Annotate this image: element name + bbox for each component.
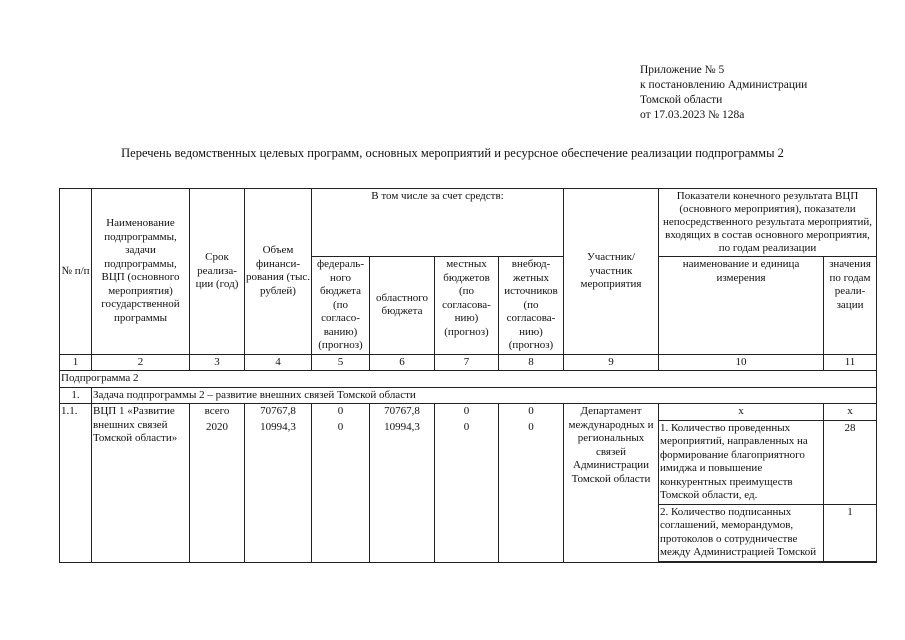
column-number: 11 — [824, 354, 877, 371]
column-number: 1 — [60, 354, 92, 371]
header-participant: Участник/ участник мероприятия — [564, 189, 659, 355]
indicator-value: 1 — [824, 504, 877, 561]
indicator-name: 1. Количество проведенных мероприятий, направленных на формирование благоприятного имиджа и повышение конкурентных преимуществ Томской области, ед. — [659, 420, 824, 504]
federal-cell: 0 — [312, 404, 370, 421]
volume-cell: 70767,8 — [245, 404, 312, 421]
federal-cell: 0 — [312, 420, 370, 562]
column-number: 4 — [245, 354, 312, 371]
column-number: 2 — [92, 354, 190, 371]
appendix-block — [640, 63, 807, 123]
column-number: 9 — [564, 354, 659, 371]
header-term: Срок реализа-ции (год) — [190, 189, 245, 355]
vcp-participant: Департамент международных и региональных связей Администрации Томской области — [564, 404, 659, 563]
header-volume: Объем финанси-рования (тыс. рублей) — [245, 189, 312, 355]
header-indicator-name: наименование и единица измерения — [659, 257, 824, 355]
header-row-1 — [60, 189, 877, 257]
appendix-line: к постановлению Администрации — [640, 79, 808, 91]
header-name: Наименование подпрограммы, задачи подпрограммы, ВЦП (основного мероприятия) государственной программы — [92, 189, 190, 355]
task-title: Задача подпрограммы 2 – развитие внешних связей Томской области — [92, 387, 877, 404]
regional-cell: 70767,8 — [370, 404, 435, 421]
extra-cell: 0 — [499, 404, 564, 421]
column-number: 6 — [370, 354, 435, 371]
header-local: местных бюджетов (по согласова-нию) (прогноз) — [435, 257, 499, 355]
column-number: 8 — [499, 354, 564, 371]
header-extra: внебюд-жетных источников (по согласова-нию) (прогноз) — [499, 257, 564, 355]
extra-cell: 0 — [499, 420, 564, 562]
header-num: № п/п — [60, 189, 92, 355]
column-number: 3 — [190, 354, 245, 371]
header-federal: федераль-ного бюджета (по согласо-ванию) (прогноз) — [312, 257, 370, 355]
appendix-line: Томской области — [640, 94, 723, 106]
term-cell: всего — [190, 404, 245, 421]
term-cell: 2020 — [190, 420, 245, 562]
indicator-value: х — [824, 404, 877, 421]
filler-cell — [659, 561, 824, 562]
header-indicators: Показатели конечного результата ВЦП (основного мероприятия), показатели непосредственного результата мероприятий, входящих в состав основного мероприятия, по годам реализации — [659, 189, 877, 257]
task-number: 1. — [60, 387, 92, 404]
column-number: 10 — [659, 354, 824, 371]
appendix-line: Приложение № 5 — [640, 64, 725, 76]
volume-cell: 10994,3 — [245, 420, 312, 562]
header-regional: областного бюджета — [370, 257, 435, 355]
vcp-name: ВЦП 1 «Развитие внешних связей Томской области» — [92, 404, 190, 563]
column-number-row — [60, 354, 877, 371]
header-indicator-values: значения по годам реали-зации — [824, 257, 877, 355]
indicator-value: 28 — [824, 420, 877, 504]
vcp-number: 1.1. — [60, 404, 92, 563]
subprogram-title: Подпрограмма 2 — [60, 371, 877, 388]
subprogram-row — [60, 371, 877, 388]
column-number: 5 — [312, 354, 370, 371]
appendix-line: от 17.03.2023 № 128а — [640, 109, 745, 121]
local-cell: 0 — [435, 420, 499, 562]
program-table — [59, 188, 877, 563]
document-title: Перечень ведомственных целевых программ, основных мероприятий и ресурсное обеспечение реализации подпрограммы 2 — [121, 146, 784, 160]
header-including: В том числе за счет средств: — [312, 189, 564, 257]
local-cell: 0 — [435, 404, 499, 421]
indicator-name: х — [659, 404, 824, 421]
regional-cell: 10994,3 — [370, 420, 435, 562]
task-row — [60, 387, 877, 404]
vcp-total-row — [60, 404, 877, 421]
filler-cell — [824, 561, 877, 562]
column-number: 7 — [435, 354, 499, 371]
indicator-name: 2. Количество подписанных соглашений, меморандумов, протоколов о сотрудничестве между Администрацией Томской — [659, 504, 824, 561]
